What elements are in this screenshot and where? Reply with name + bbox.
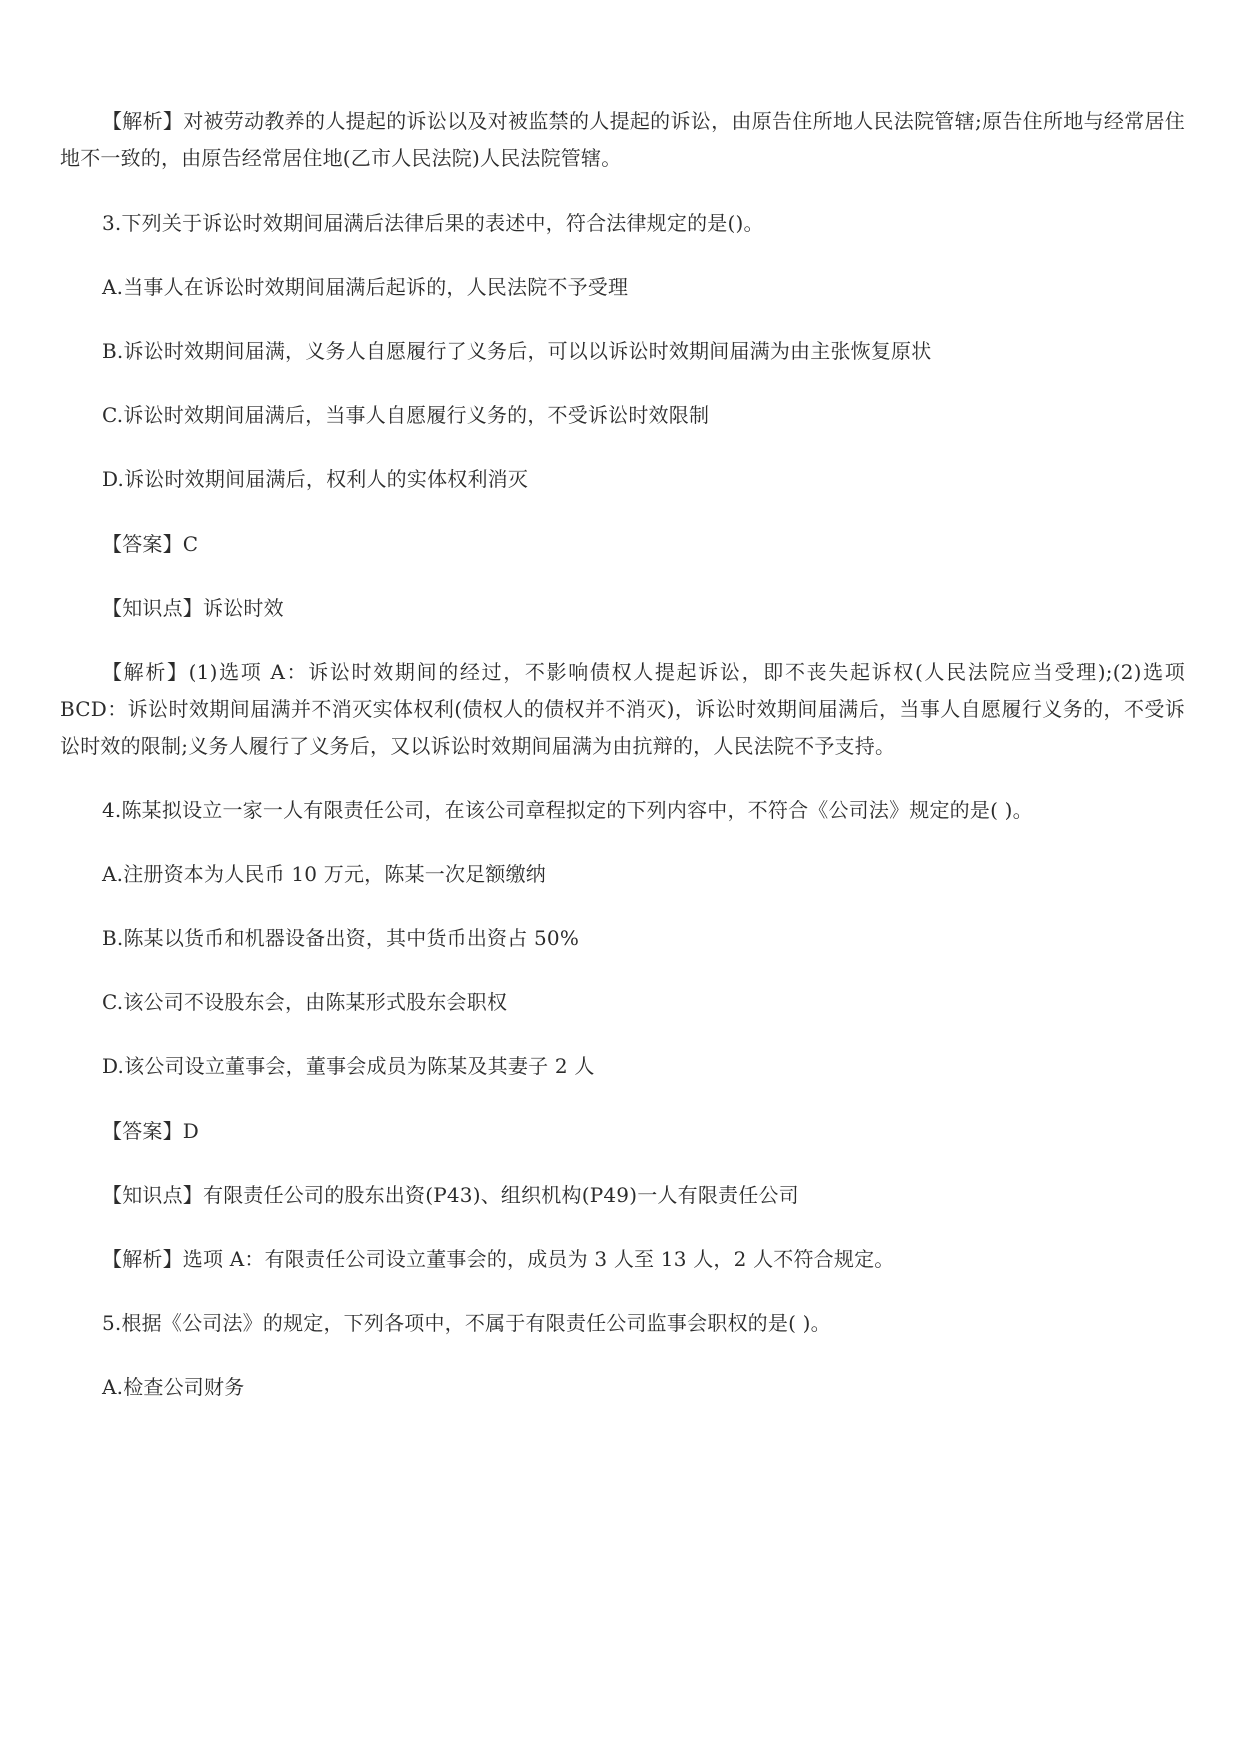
question-3-analysis: 【解析】(1)选项 A：诉讼时效期间的经过，不影响债权人提起诉讼，即不丧失起诉权(人民法院应当受理);(2)选项 BCD：诉讼时效期间届满并不消灭实体权利(债权人的债权并不消灭)，诉讼时效期间届满后，当事人自愿履行义务的，不受诉讼时效的限制;义务人履行了义务后，又以诉讼时效期间届满为由抗辩的，人民法院不予支持。 xyxy=(60,660,1185,758)
question-3-answer: 【答案】C xyxy=(102,532,199,556)
question-5-stem: 5.根据《公司法》的规定，下列各项中，不属于有限责任公司监事会职权的是( )。 xyxy=(102,1311,831,1335)
question-3-option-d: D.诉讼时效期间届满后，权利人的实体权利消灭 xyxy=(102,467,529,491)
question-4-option-a: A.注册资本为人民币 10 万元，陈某一次足额缴纳 xyxy=(102,862,546,886)
question-4-option-c: C.该公司不设股东会，由陈某形式股东会职权 xyxy=(102,990,508,1014)
question-4-option-d: D.该公司设立董事会，董事会成员为陈某及其妻子 2 人 xyxy=(102,1054,595,1078)
question-4-answer: 【答案】D xyxy=(102,1119,200,1143)
question-3-knowledge-point: 【知识点】诉讼时效 xyxy=(102,596,284,620)
analysis-paragraph-q2: 【解析】对被劳动教养的人提起的诉讼以及对被监禁的人提起的诉讼，由原告住所地人民法院管辖;原告住所地与经常居住地不一致的，由原告经常居住地(乙市人民法院)人民法院管辖。 xyxy=(60,109,1185,170)
question-3-option-b: B.诉讼时效期间届满，义务人自愿履行了义务后，可以以诉讼时效期间届满为由主张恢复原状 xyxy=(102,339,932,363)
question-3-option-c: C.诉讼时效期间届满后，当事人自愿履行义务的，不受诉讼时效限制 xyxy=(102,403,710,427)
question-4-stem: 4.陈某拟设立一家一人有限责任公司，在该公司章程拟定的下列内容中，不符合《公司法》规定的是( )。 xyxy=(102,798,1033,822)
question-3-option-a: A.当事人在诉讼时效期间届满后起诉的，人民法院不予受理 xyxy=(102,275,629,299)
question-4-option-b: B.陈某以货币和机器设备出资，其中货币出资占 50% xyxy=(102,926,580,950)
question-3-stem: 3.下列关于诉讼时效期间届满后法律后果的表述中，符合法律规定的是()。 xyxy=(102,211,764,235)
question-5-option-a: A.检查公司财务 xyxy=(102,1375,245,1399)
question-4-analysis: 【解析】选项 A：有限责任公司设立董事会的，成员为 3 人至 13 人，2 人不符合规定。 xyxy=(102,1247,895,1271)
question-4-knowledge-point: 【知识点】有限责任公司的股东出资(P43)、组织机构(P49)一人有限责任公司 xyxy=(102,1183,799,1207)
